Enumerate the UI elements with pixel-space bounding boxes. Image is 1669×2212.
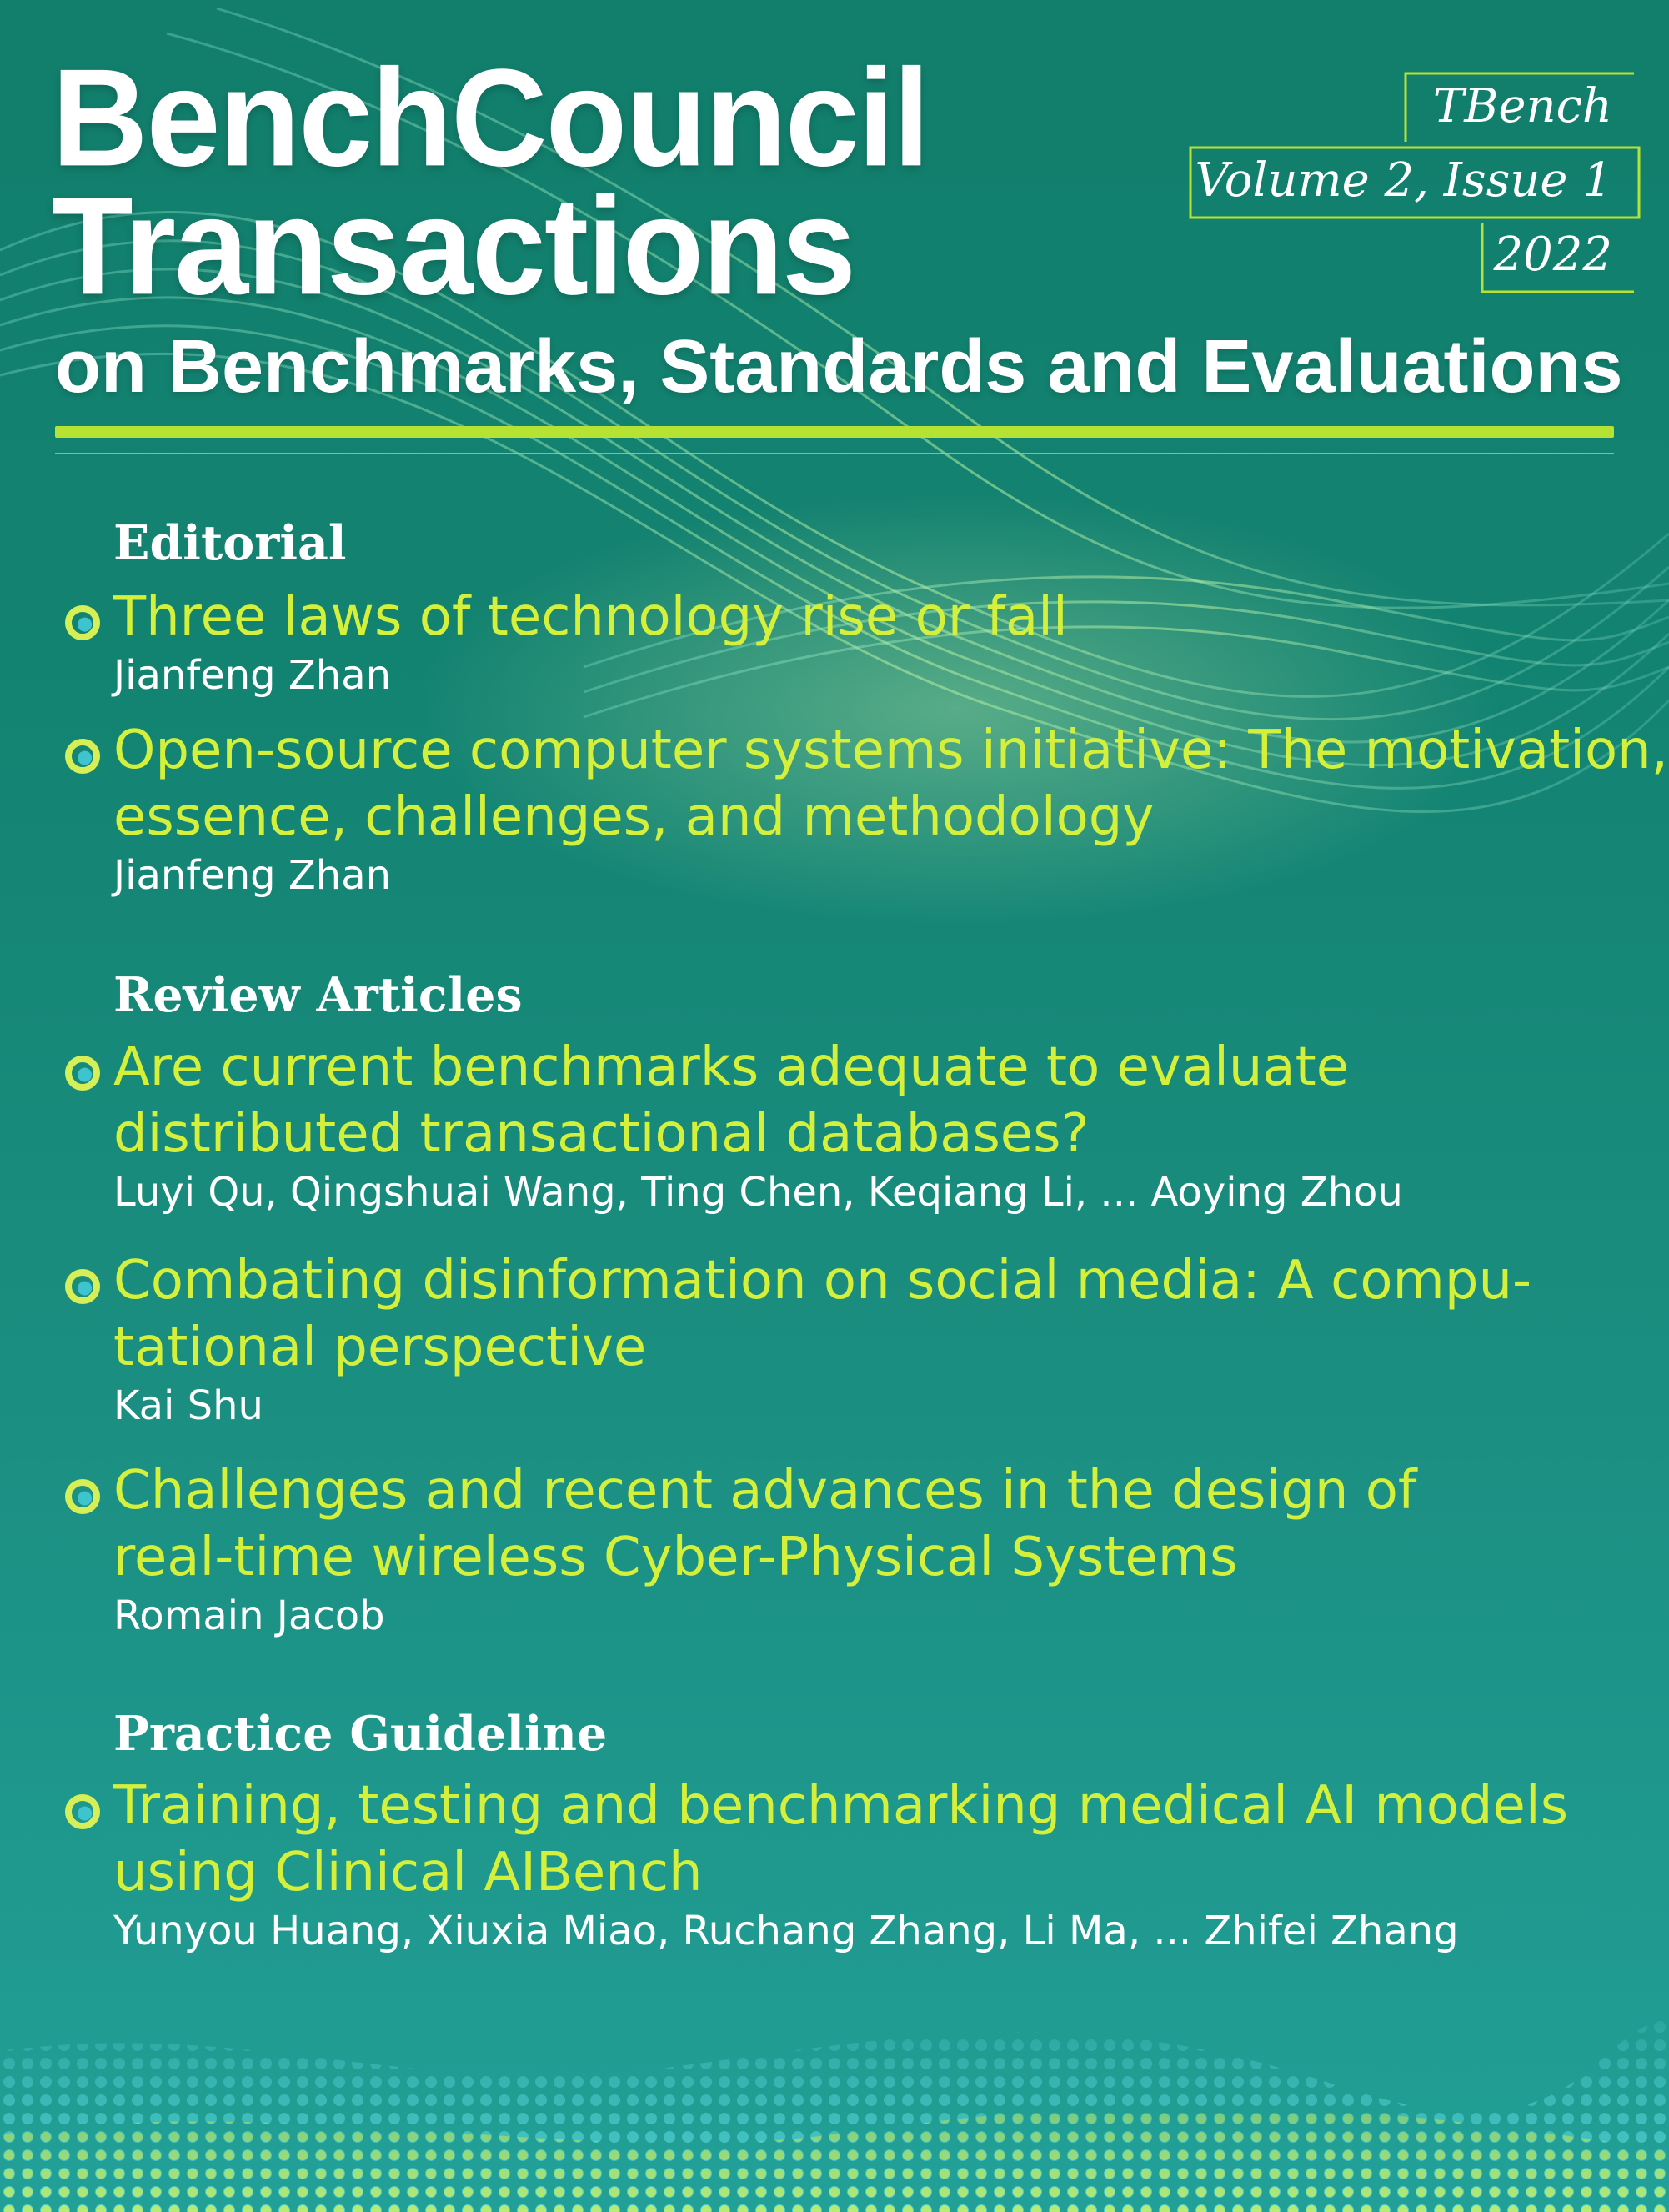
- article-authors: Jianfeng Zhan: [113, 852, 392, 899]
- section-heading-practice-guideline: Practice Guideline: [113, 1706, 608, 1762]
- article-title[interactable]: Three laws of technology rise or fall: [113, 586, 1068, 648]
- ring-bullet-icon: [65, 1269, 100, 1304]
- article-authors: Yunyou Huang, Xiuxia Miao, Ruchang Zhang, Li Ma, ... Zhifei Zhang: [113, 1908, 1459, 1954]
- article-authors: Jianfeng Zhan: [113, 652, 392, 699]
- ring-bullet-icon: [65, 1056, 100, 1091]
- article-title[interactable]: Challenges and recent advances in the design of real-time wireless Cyber-Physical Systems: [113, 1460, 1417, 1588]
- article-authors: Romain Jacob: [113, 1593, 385, 1639]
- ring-bullet-icon: [65, 1479, 100, 1514]
- ring-bullet-icon: [65, 605, 100, 640]
- article-title[interactable]: Combating disinformation on social media: A compu- tational perspective: [113, 1250, 1532, 1378]
- article-title[interactable]: Training, testing and benchmarking medical AI models using Clinical AIBench: [113, 1775, 1569, 1904]
- section-heading-review-articles: Review Articles: [113, 967, 523, 1023]
- journal-title-line2: Transactions: [52, 168, 855, 324]
- journal-subtitle: on Benchmarks, Standards and Evaluations: [55, 325, 1623, 409]
- section-heading-editorial: Editorial: [113, 515, 347, 571]
- article-title[interactable]: Are current benchmarks adequate to evaluate distributed transactional databases?: [113, 1036, 1350, 1165]
- article-authors: Luyi Qu, Qingshuai Wang, Ting Chen, Keqiang Li, ... Aoying Zhou: [113, 1169, 1403, 1216]
- publication-year: 2022: [1493, 228, 1612, 282]
- article-authors: Kai Shu: [113, 1382, 263, 1429]
- article-title[interactable]: Open-source computer systems initiative: The motivation, essence, challenges, and methodology: [113, 720, 1668, 848]
- volume-issue: Volume 2, Issue 1: [1195, 153, 1612, 208]
- ring-bullet-icon: [65, 1794, 100, 1829]
- ring-bullet-icon: [65, 739, 100, 774]
- journal-short-name: TBench: [1432, 79, 1612, 133]
- journal-title-line1: BenchCouncil: [52, 39, 929, 195]
